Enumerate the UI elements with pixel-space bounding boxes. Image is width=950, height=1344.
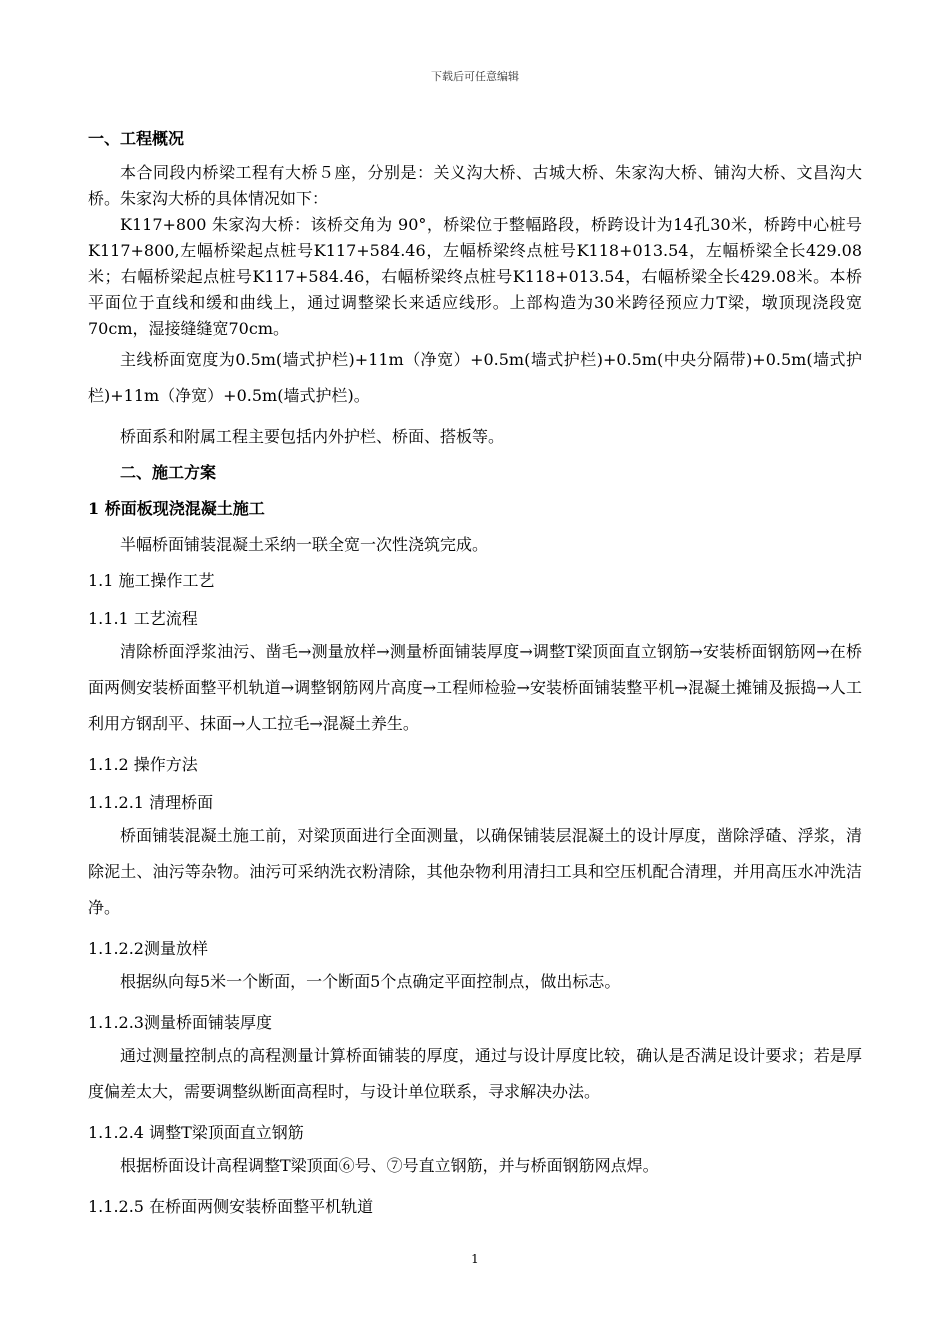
paragraph-survey: 根据纵向每5米一个断面，一个断面5个点确定平面控制点，做出标志。 bbox=[120, 972, 621, 991]
subsection-1-1-2-5: 1.1.2.5 在桥面两侧安装桥面整平机轨道 bbox=[88, 1197, 374, 1216]
paragraph-thickness: 通过测量控制点的高程测量计算桥面铺装的厚度，通过与设计厚度比较，确认是否满足设计要求；若是厚度偏差太大，需要调整纵断面高程时，与设计单位联系，寻求解决办法。 bbox=[88, 1046, 862, 1101]
page-header: 下载后可任意编辑 bbox=[431, 70, 519, 83]
paragraph-bridge-details: K117+800 朱家沟大桥：该桥交角为 90°，桥梁位于整幅路段，桥跨设计为14孔30米，桥跨中心桩号K117+800,左幅桥梁起点桩号K117+584.46，左幅桥梁终点桩号K118+013.54，左幅桥梁全长429.08米；右幅桥梁起点桩号K117+584.46，右幅桥梁终点桩号K118+013.54，右幅桥梁全长429.08米。本桥平面位于直线和缓和曲线上，通过调整梁长来适应线形。上部构造为30米跨径预应力T梁，墩顶现浇段宽70cm，湿接缝缝宽70cm。 bbox=[88, 215, 862, 338]
paragraph-deck-width: 主线桥面宽度为0.5m(墙式护栏)+11m（净宽）+0.5m(墙式护栏)+0.5m(中央分隔带)+0.5m(墙式护栏)+11m（净宽）+0.5m(墙式护栏)。 bbox=[88, 350, 862, 405]
subsection-1-1-2-3: 1.1.2.3测量桥面铺装厚度 bbox=[88, 1013, 272, 1032]
subsection-1-1-2: 1.1.2 操作方法 bbox=[88, 755, 198, 774]
subsection-1-1-1: 1.1.1 工艺流程 bbox=[88, 609, 198, 628]
section-heading-3: 1 桥面板现浇混凝土施工 bbox=[88, 499, 265, 518]
paragraph-overview: 本合同段内桥梁工程有大桥５座，分别是：关义沟大桥、古城大桥、朱家沟大桥、铺沟大桥、文昌沟大桥。朱家沟大桥的具体情况如下： bbox=[88, 163, 862, 208]
paragraph-rebar: 根据桥面设计高程调整T梁顶面⑥号、⑦号直立钢筋，并与桥面钢筋网点焊。 bbox=[120, 1156, 659, 1175]
section-heading-2: 二、施工方案 bbox=[120, 463, 217, 482]
section-heading-1: 一、工程概况 bbox=[88, 129, 185, 148]
subsection-1-1-2-1: 1.1.2.1 清理桥面 bbox=[88, 793, 214, 812]
paragraph-ancillary-works: 桥面系和附属工程主要包括内外护栏、桥面、搭板等。 bbox=[120, 427, 505, 446]
paragraph-process-flow: 清除桥面浮浆油污、凿毛→测量放样→测量桥面铺装厚度→调整T梁顶面直立钢筋→安装桥面钢筋网→在桥面两侧安装桥面整平机轨道→调整钢筋网片高度→工程师检验→安装桥面铺装整平机→混凝土摊铺及振捣→人工利用方钢刮平、抹面→人工拉毛→混凝土养生。 bbox=[88, 642, 862, 733]
subsection-1-1-2-4: 1.1.2.4 调整T梁顶面直立钢筋 bbox=[88, 1123, 304, 1142]
subsection-1-1-2-2: 1.1.2.2测量放样 bbox=[88, 939, 208, 958]
paragraph-pouring: 半幅桥面铺装混凝土采纳一联全宽一次性浇筑完成。 bbox=[120, 535, 489, 554]
subsection-1-1: 1.1 施工操作工艺 bbox=[88, 571, 215, 590]
document-body bbox=[88, 126, 862, 1222]
paragraph-cleaning: 桥面铺装混凝土施工前，对梁顶面进行全面测量，以确保铺装层混凝土的设计厚度，凿除浮碴、浮浆，清除泥土、油污等杂物。油污可采纳洗衣粉清除，其他杂物利用清扫工具和空压机配合清理，并用高压水冲洗洁净。 bbox=[88, 826, 862, 917]
page-number: 1 bbox=[471, 1252, 479, 1266]
